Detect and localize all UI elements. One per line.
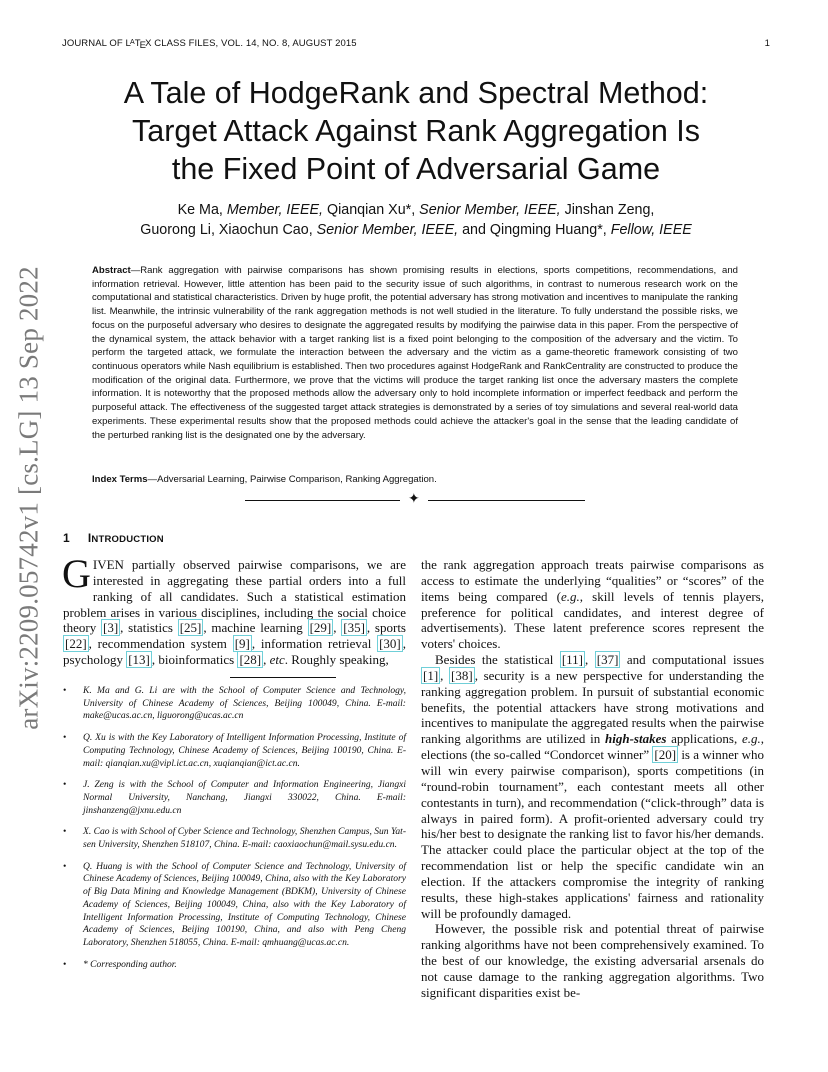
drop-cap: G [62, 551, 91, 596]
bullet-icon: • [63, 732, 67, 744]
arxiv-identifier: arXiv:2209.05742v1 [cs.LG] 13 Sep 2022 [13, 266, 44, 730]
citation-link[interactable]: [38] [451, 667, 473, 683]
abstract-label: Abstract [92, 265, 131, 276]
index-terms-label: Index Terms [92, 474, 148, 485]
body-paragraph: the rank aggregation approach treats pairwise comparisons as access to estimate the underlying “qualities” or “scores” of the items being compared (e.g., skill levels of tennis players, preference for political candidates, and interest degree of advertisements). These latent preference scores represent the voters' choices. [421, 557, 764, 652]
citation-link[interactable]: [9] [234, 636, 250, 652]
journal-name: JOURNAL OF $L^ATEX$ CLASS FILES, VOL. 14, NO. 8, AUGUST 2015 [62, 38, 357, 51]
footnote-item: • Q. Xu is with the Key Laboratory of Intelligent Information Processing, Institute of Computing Technology, Chinese Academy of Sciences, Beijing 100190, China. E-mail: qianqian.xu@vipl.ict.ac.cn, xuqianqian@ict.ac.cn. [63, 732, 406, 769]
footnote-item: • * Corresponding author. [63, 958, 177, 970]
author-list [82, 200, 750, 240]
citation-link[interactable]: [25] [179, 620, 202, 636]
body-paragraph: However, the possible risk and potential threat of pairwise ranking algorithms have not been comprehensively examined. To the best of our knowledge, the existing adversarial arsenals do not cause damage to the ranking aggregation algorithms. Two significant disparities exist be- [421, 921, 764, 1000]
separator-line [245, 500, 400, 501]
citation-link[interactable]: [29] [309, 620, 332, 636]
page-number: 1 [764, 38, 770, 49]
body-paragraph: Besides the statistical [11] , [37] and computational issues [1] , [38] , security is a new perspective for understanding the ranking aggregation problem. In pursuit of substantial economic benefits, the potential attackers have strong motivations and incentives to manipulate the aggregated results when the pairwise ranking algorithms are utilized in high-stakes applications, e.g., elections (the so-called “Condorcet winner” [20] is a winner who will win every pairwise comparison), sports competitions (in “round-robin tournament”, each contestant meets all other contestants in turn), and recommendation (“click-through” data is always in paired form). A profit-oriented adversary could try his/her best to designate the ranking list to favor his/her demands. The attacker could place the particular object at the top of the recommendation list or help the specific candidate win an election. If the attackers compromise the integrity of ranking results, these high-stakes applications' fairness and rationality will be profoundly damaged. [421, 652, 765, 921]
intro-paragraph: GIVEN partially observed pairwise comparisons, we are interested in aggregating these partial orders into a full ranking of all candidates. Such a statistical estimation problem arises in various disciplines, including the social choice theory [3] , statistics [25] , machine learning [29] , [35] , sports [22] , recommendation system [9] , information retrieval [30] , psychology [13] , bioinformatics [28] , etc. Roughly speaking, [62, 551, 406, 668]
section-number: 1 [63, 531, 70, 545]
footnote-item: • Q. Huang is with the School of Computer Science and Technology, University of Chinese Academy of Sciences, Beijing 100049, China, also with the Key Laboratory of Big Data Mining and Knowledge Management (BDKM), University of Chinese Academy of Sciences, Beijing 100049, China, also with the Key Laboratory of Intelligent Information Processing, Institute of Computing Technology, Chinese Academy of Sciences, Beijing 100190, China, and also with Peng Cheng Laboratory, Shenzhen 518055, China. E-mail: qmhuang@ucas.ac.cn. [63, 860, 406, 948]
citation-link[interactable]: [3] [102, 620, 119, 636]
separator-line [428, 500, 585, 501]
running-head [62, 38, 770, 49]
title-line: A Tale of HodgeRank and Spectral Method: [123, 76, 709, 110]
citation-link[interactable]: [22] [65, 636, 87, 652]
footnote-item: • J. Zeng is with the School of Computer and Information Engineering, Jiangxi Normal University, Nanchang, Jiangxi 330022, China. E-mail: jinshanzeng@jxnu.edu.cn [63, 779, 406, 816]
citation-link[interactable]: [1] [423, 667, 439, 683]
footnote-item: • K. Ma and G. Li are with the School of Computer Science and Technology, University of Chinese Academy of Sciences, Beijing 100049, China. E-mail: make@ucas.ac.cn, liguorong@ucas.ac.cn [63, 685, 406, 722]
bullet-icon: • [63, 958, 67, 970]
right-column-text [421, 557, 764, 1001]
citation-link[interactable]: [13] [128, 652, 150, 668]
index-terms [92, 474, 738, 485]
abstract-text: —Rank aggregation with pairwise comparisons has shown promising results in elections, sports competitions, recommendations, and information retrieval. However, little attention has been paid to the security issue of such algorithms, in contrast to numerous research work on the computational and statistical characteristics. Driven by huge profit, the potential adversary has strong motivation and incentives to manipulate the ranking list. Meanwhile, the intrinsic vulnerability of the rank aggregation methods is not well studied in the literature. To fully understand the possible risks, we focus on the purposeful adversary who desires to designate the aggregated results by modifying the pairwise data in this paper. From the perspective of the dynamical system, the attack behavior with a target ranking list is a fixed point belonging to the composition of the adversary and the victim. To perform the targeted attack, we formulate the interaction between the adversary and the victim as a game-theoretic framework consisting of two continuous operators while Nash equilibrium is established. Then two procedures against HodgeRank and RankCentrality are constructed to produce the modification of the original data. Furthermore, we prove that the victims will produce the target ranking list once the adversary masters the complete information. It is noteworthy that the proposed methods allow the adversary only to hold incomplete information or imperfect feedback and perform the purposeful attack. The effectiveness of the suggested target attack strategies is demonstrated by a series of toy simulations and several real-world data experiments. These experimental results show that the proposed methods could achieve the attacker's goal in the sense that the leading candidate of the perturbed ranking list is the designated one by the adversary. [92, 265, 738, 441]
author-line: Ke Ma, Member, IEEE, Qianqian Xu*, Senior Member, IEEE, Jinshan Zeng, [177, 202, 655, 218]
author-line: Guorong Li, Xiaochun Cao, Senior Member, IEEE, and Qingming Huang*, Fellow, IEEE [140, 222, 692, 238]
section-heading: 1 INTRODUCTION [63, 531, 164, 545]
citation-link[interactable]: [35] [343, 620, 365, 636]
title-line: Target Attack Against Rank Aggregation Is [132, 114, 700, 148]
bullet-icon: • [63, 860, 67, 872]
citation-link[interactable]: [28] [239, 652, 262, 668]
bullet-icon: • [63, 685, 67, 696]
section-separator [245, 493, 585, 507]
index-terms-text: —Adversarial Learning, Pairwise Comparison, Ranking Aggregation. [147, 474, 437, 485]
citation-link[interactable]: [20] [654, 747, 677, 763]
citation-link[interactable]: [30] [379, 636, 401, 652]
footnote-rule [230, 677, 336, 678]
arxiv-stamp [3, 266, 55, 730]
citation-link[interactable]: [11] [561, 652, 584, 668]
bullet-icon: • [63, 779, 67, 791]
paper-title [82, 74, 750, 188]
left-column-text [62, 551, 406, 668]
separator-star-icon: ✦ [408, 492, 420, 507]
title-line: the Fixed Point of Adversarial Game [171, 152, 661, 186]
abstract [92, 264, 738, 442]
footnotes [63, 685, 406, 980]
footnote-item: • X. Cao is with School of Cyber Science and Technology, Shenzhen Campus, Sun Yat-sen University, Shenzhen 518107, China. E-mail: caoxiaochun@mail.sysu.edu.cn. [63, 826, 406, 851]
bullet-icon: • [63, 826, 67, 838]
citation-link[interactable]: [37] [596, 652, 619, 668]
